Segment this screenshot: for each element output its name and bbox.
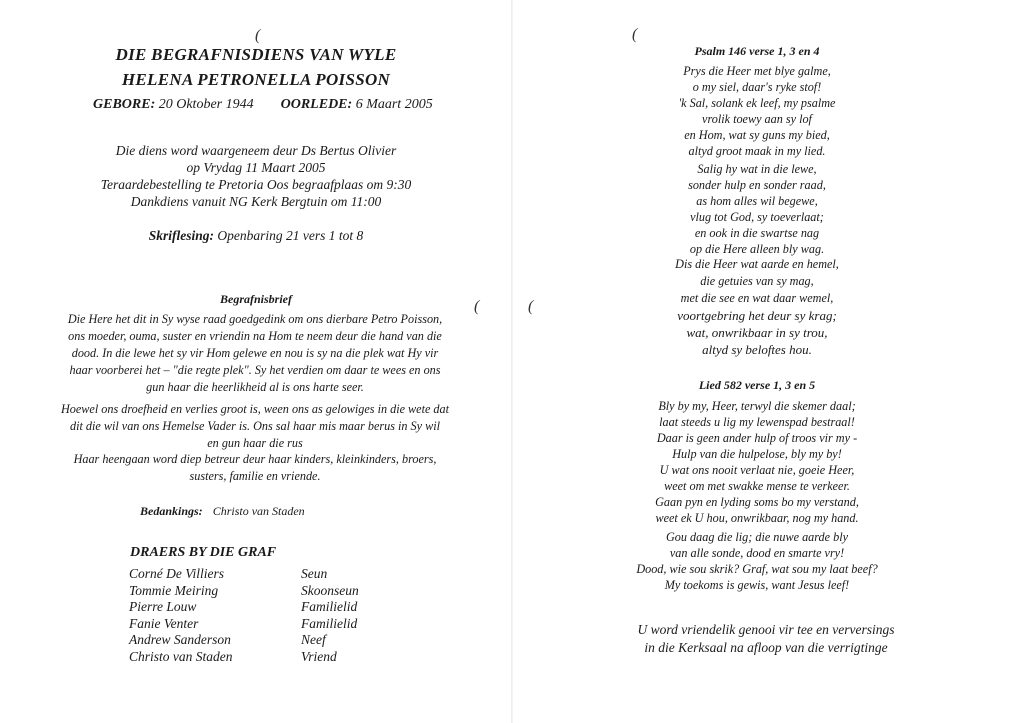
bearer-name: Fanie Venter [129,615,199,631]
verse-line: weet om met swakke mense te verkeer. [664,479,850,493]
psalm-stanza-1 [512,63,1002,159]
verse-line: as hom alles wil begewe, [696,194,818,208]
verse-line: weet ek U hou, onwrikbaar, nog my hand. [655,511,859,525]
letter-paragraph-3 [30,451,480,485]
verse-line: met die see en wat daar wemel, [680,291,834,305]
list-item [129,632,389,649]
letter-line: dit die wil van ons Hemelse Vader is. Ons sal haar mis maar berus in Sy wil [69,419,440,433]
letter-paragraph-1 [30,311,480,396]
bearer-name: Tommie Meiring [129,582,219,598]
verse-line: Hulp van die hulpelose, bly my by! [672,447,842,461]
letter-line: Hoewel ons droefheid en verlies groot is, ween ons as gelowiges in die wete dat [60,402,450,416]
thanks-name: Christo van Staden [212,504,305,518]
bracket-mark: ( [474,298,480,315]
thanks-label: Bedankings: [140,504,203,518]
verse-line: My toekoms is gewis, want Jesus leef! [664,578,850,592]
verse-line: vrolik toewy aan sy lof [702,112,812,126]
bearer-name: Corné De Villiers [129,566,224,581]
bearer-relation: Neef [301,632,326,648]
verse-line: Gou daag die lig; die nuwe aarde bly [666,530,848,544]
verse-line: Daar is geen ander hulp of troos vir my - [656,431,858,445]
hymn-stanza-1 [512,398,1002,462]
invite-line: in die Kerksaal na afloop van die verrigtinge [644,640,888,655]
verse-line: en ook in die swartse nag [694,226,820,240]
verse-line: vlug tot God, sy toeverlaat; [690,210,824,224]
verse-line: Dis die Heer wat aarde en hemel, [675,257,839,271]
verse-line: o my siel, daar's ryke stof! [692,80,822,94]
service-line: Teraardebestelling te Pretoria Oos begraafplaas om 9:30 [100,177,412,192]
bracket-mark: ( [255,27,261,44]
verse-line: U wat ons nooit verlaat nie, goeie Heer, [659,463,855,477]
list-item [129,649,389,666]
service-title-line1: DIE BEGRAFNISDIENS VAN WYLE [115,45,397,64]
reading-text: Openbaring 21 vers 1 tot 8 [217,228,364,243]
letter-line: Die Here het dit in Sy wyse raad goedgedink om ons dierbare Petro Poisson, [67,312,443,326]
verse-line: laat steeds u lig my lewenspad bestraal! [659,415,855,429]
bearer-name: Andrew Sanderson [129,632,231,648]
letter-heading: Begrafnisbrief [220,292,292,306]
letter-line: gun haar die heerlikheid al is ons harte seer. [146,380,364,394]
verse-line: sonder hulp en sonder raad, [688,178,826,192]
verse-line: Dood, wie sou skrik? Graf, wat sou my laat beef? [636,562,878,576]
thanks [140,504,305,519]
verse-line: Prys die Heer met blye galme, [683,64,831,78]
bearer-relation: Familielid [301,599,358,615]
letter-line: ons moeder, ouma, suster en vriendin na Hom te neem deur die hand van die [68,329,442,343]
bearer-relation: Seun [301,566,328,581]
verse-line: altyd groot maak in my lied. [688,144,826,158]
verse-line: altyd sy beloftes hou. [702,342,812,357]
psalm-stanza-3 [512,256,1002,358]
service-details [0,142,512,210]
right-page [512,0,1024,723]
verse-line: en Hom, wat sy guns my bied, [684,128,830,142]
bearer-relation: Skoonseun [301,582,359,598]
letter-line: Haar heengaan word diep betreur deur haar kinders, kleinkinders, broers, [73,452,437,466]
died-date: 6 Maart 2005 [355,97,433,112]
list-item [129,599,389,616]
verse-line: Salig hy wat in die lewe, [697,162,817,176]
verse-line: 'k Sal, solank ek leef, my psalme [678,96,836,110]
scripture-reading [0,227,512,244]
life-dates [93,97,433,113]
born-label: GEBORE: [93,97,156,112]
born-date: 20 Oktober 1944 [158,97,254,112]
bracket-mark: ( [528,298,534,315]
invite-line: U word vriendelik genooi vir tee en verversings [637,622,895,637]
service-line: op Vrydag 11 Maart 2005 [186,160,326,175]
list-item [129,616,389,633]
invitation [512,621,1020,657]
died-label: OORLEDE: [280,97,353,112]
hymn-stanza-2 [512,462,1002,526]
letter-line: dood. In die lewe het sy vir Hom gelewe en nou is sy na die plek wat Hy vir [71,346,439,360]
verse-line: voortgebring het deur sy krag; [677,308,837,323]
bearers-title: DRAERS BY DIE GRAF [130,545,277,560]
list-item [129,566,389,583]
verse-line: van alle sonde, dood en smarte vry! [669,546,845,560]
letter-line: susters, familie en vriende. [189,469,321,483]
psalm-stanza-2 [512,161,1002,257]
list-item [129,583,389,600]
service-line: Die diens word waargeneem deur Ds Bertus Olivier [115,143,397,158]
bearer-name: Christo van Staden [129,648,233,664]
bearers-list [129,566,389,666]
service-line: Dankdiens vanuit NG Kerk Bergtuin om 11:00 [130,194,382,209]
verse-line: Bly by my, Heer, terwyl die skemer daal; [658,399,856,413]
letter-line: en gun haar die rus [207,436,303,450]
verse-line: op die Here alleen bly wag. [689,242,825,256]
letter-line: haar voorberei het – "die regte plek". Sy het verdien om daar te wees en ons [69,363,441,377]
bracket-mark: ( [632,26,638,43]
deceased-name: HELENA PETRONELLA POISSON [121,70,391,89]
letter-paragraph-2 [30,401,480,452]
bearer-relation: Vriend [301,648,337,664]
verse-line: wat, onwrikbaar in sy trou, [686,325,828,340]
hymn-stanza-3 [512,529,1002,593]
hymn-heading: Lied 582 verse 1, 3 en 5 [698,378,816,392]
verse-line: die getuies van sy mag, [700,274,814,288]
verse-line: Gaan pyn en lyding soms bo my verstand, [655,495,859,509]
bearer-name: Pierre Louw [129,599,197,615]
bearer-relation: Familielid [301,615,358,631]
psalm-heading: Psalm 146 verse 1, 3 en 4 [694,44,820,58]
reading-label: Skriflesing: [148,228,214,243]
